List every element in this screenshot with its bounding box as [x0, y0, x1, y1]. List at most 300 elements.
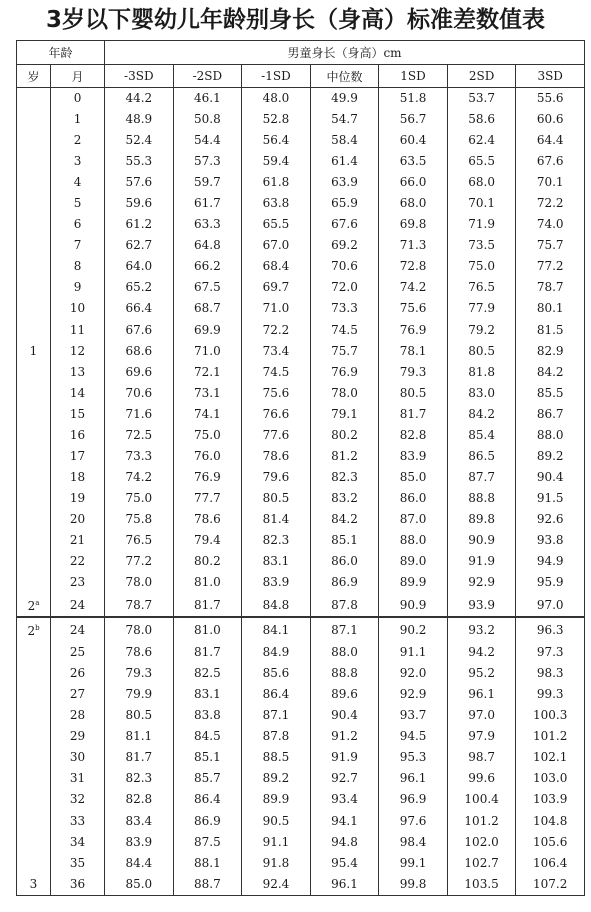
value-cell: 84.5	[173, 726, 242, 747]
value-cell: 89.6	[310, 684, 379, 705]
value-cell: 99.6	[447, 768, 516, 789]
header-year: 岁	[17, 65, 51, 88]
age-year-cell	[17, 130, 51, 151]
age-year-cell	[17, 172, 51, 193]
value-cell: 56.4	[242, 130, 311, 151]
value-cell: 94.2	[447, 642, 516, 663]
value-cell: 100.4	[447, 789, 516, 810]
value-cell: 68.0	[447, 172, 516, 193]
value-cell: 91.5	[516, 488, 585, 509]
value-cell: 99.3	[516, 684, 585, 705]
value-cell: 72.2	[242, 320, 311, 341]
month-cell: 15	[51, 404, 105, 425]
age-year-cell	[17, 705, 51, 726]
month-cell: 23	[51, 572, 105, 593]
age-year-cell	[17, 832, 51, 853]
table-row	[17, 811, 585, 832]
table-row	[17, 853, 585, 874]
value-cell: 79.4	[173, 530, 242, 551]
value-cell: 89.0	[379, 551, 448, 572]
value-cell: 61.8	[242, 172, 311, 193]
value-cell: 69.6	[105, 362, 174, 383]
age-year-cell	[17, 362, 51, 383]
age-year-cell	[17, 446, 51, 467]
value-cell: 91.9	[447, 551, 516, 572]
value-cell: 103.0	[516, 768, 585, 789]
value-cell: 50.8	[173, 109, 242, 130]
value-cell: 54.7	[310, 109, 379, 130]
month-cell: 13	[51, 362, 105, 383]
value-cell: 70.1	[447, 193, 516, 214]
age-year-cell	[17, 789, 51, 810]
table-row	[17, 425, 585, 446]
table-row	[17, 341, 585, 362]
value-cell: 104.8	[516, 811, 585, 832]
value-cell: 83.2	[310, 488, 379, 509]
value-cell: 78.0	[105, 617, 174, 642]
value-cell: 75.6	[242, 383, 311, 404]
value-cell: 74.1	[173, 404, 242, 425]
table-row	[17, 617, 585, 642]
value-cell: 93.4	[310, 789, 379, 810]
value-cell: 77.7	[173, 488, 242, 509]
value-cell: 76.9	[379, 320, 448, 341]
month-cell: 27	[51, 684, 105, 705]
value-cell: 65.2	[105, 277, 174, 298]
table-row	[17, 789, 585, 810]
value-cell: 80.5	[379, 383, 448, 404]
value-cell: 86.9	[173, 811, 242, 832]
age-year-cell	[17, 747, 51, 768]
value-cell: 82.8	[379, 425, 448, 446]
value-cell: 57.3	[173, 151, 242, 172]
value-cell: 86.7	[516, 404, 585, 425]
table-row	[17, 530, 585, 551]
value-cell: 96.9	[379, 789, 448, 810]
month-cell: 26	[51, 663, 105, 684]
value-cell: 83.0	[447, 383, 516, 404]
month-cell: 31	[51, 768, 105, 789]
value-cell: 85.6	[242, 663, 311, 684]
value-cell: 66.2	[173, 256, 242, 277]
value-cell: 60.6	[516, 109, 585, 130]
value-cell: 89.8	[447, 509, 516, 530]
value-cell: 68.6	[105, 341, 174, 362]
header-col-minus2sd: -2SD	[173, 65, 242, 88]
value-cell: 81.8	[447, 362, 516, 383]
value-cell: 91.8	[242, 853, 311, 874]
value-cell: 68.0	[379, 193, 448, 214]
value-cell: 44.2	[105, 88, 174, 110]
value-cell: 84.8	[242, 593, 311, 617]
value-cell: 85.0	[379, 467, 448, 488]
value-cell: 80.5	[105, 705, 174, 726]
value-cell: 65.5	[242, 214, 311, 235]
value-cell: 85.1	[173, 747, 242, 768]
table-row	[17, 488, 585, 509]
value-cell: 83.1	[242, 551, 311, 572]
table-row	[17, 705, 585, 726]
value-cell: 90.4	[310, 705, 379, 726]
value-cell: 59.4	[242, 151, 311, 172]
value-cell: 77.9	[447, 298, 516, 319]
value-cell: 87.1	[242, 705, 311, 726]
value-cell: 67.6	[516, 151, 585, 172]
month-cell: 20	[51, 509, 105, 530]
value-cell: 55.6	[516, 88, 585, 110]
value-cell: 68.7	[173, 298, 242, 319]
table-row	[17, 509, 585, 530]
value-cell: 87.0	[379, 509, 448, 530]
value-cell: 56.7	[379, 109, 448, 130]
value-cell: 90.9	[379, 593, 448, 617]
value-cell: 79.3	[379, 362, 448, 383]
value-cell: 78.0	[310, 383, 379, 404]
month-cell: 14	[51, 383, 105, 404]
table-row	[17, 572, 585, 593]
value-cell: 76.0	[173, 446, 242, 467]
value-cell: 101.2	[516, 726, 585, 747]
table-row	[17, 467, 585, 488]
value-cell: 76.6	[242, 404, 311, 425]
header-col-1sd: 1SD	[379, 65, 448, 88]
value-cell: 79.2	[447, 320, 516, 341]
age-year-cell	[17, 726, 51, 747]
age-year-cell	[17, 235, 51, 256]
month-cell: 12	[51, 341, 105, 362]
value-cell: 75.0	[173, 425, 242, 446]
value-cell: 84.1	[242, 617, 311, 642]
value-cell: 96.1	[379, 768, 448, 789]
value-cell: 82.8	[105, 789, 174, 810]
table-row	[17, 130, 585, 151]
value-cell: 48.9	[105, 109, 174, 130]
age-year-cell	[17, 320, 51, 341]
value-cell: 102.1	[516, 747, 585, 768]
month-cell: 18	[51, 467, 105, 488]
header-age-group: 年龄	[17, 41, 105, 65]
value-cell: 62.4	[447, 130, 516, 151]
value-cell: 64.8	[173, 235, 242, 256]
value-cell: 74.5	[310, 320, 379, 341]
age-year-cell	[17, 572, 51, 593]
value-cell: 81.7	[105, 747, 174, 768]
value-cell: 63.8	[242, 193, 311, 214]
value-cell: 59.7	[173, 172, 242, 193]
value-cell: 94.5	[379, 726, 448, 747]
age-year-cell	[17, 874, 51, 896]
table-row	[17, 298, 585, 319]
value-cell: 95.2	[447, 663, 516, 684]
value-cell: 76.5	[105, 530, 174, 551]
value-cell: 65.9	[310, 193, 379, 214]
value-cell: 94.1	[310, 811, 379, 832]
value-cell: 85.5	[516, 383, 585, 404]
page-title: 3岁以下婴幼儿年龄别身长（身高）标准差数值表	[45, 7, 545, 33]
value-cell: 78.6	[173, 509, 242, 530]
value-cell: 88.8	[310, 663, 379, 684]
value-cell: 78.0	[105, 572, 174, 593]
table-row	[17, 404, 585, 425]
header-col-minus3sd: -3SD	[105, 65, 174, 88]
value-cell: 58.6	[447, 109, 516, 130]
value-cell: 52.4	[105, 130, 174, 151]
value-cell: 82.3	[105, 768, 174, 789]
value-cell: 90.4	[516, 467, 585, 488]
age-year-cell	[17, 109, 51, 130]
value-cell: 66.4	[105, 298, 174, 319]
value-cell: 62.7	[105, 235, 174, 256]
value-cell: 87.7	[447, 467, 516, 488]
value-cell: 83.9	[105, 832, 174, 853]
value-cell: 78.6	[242, 446, 311, 467]
value-cell: 84.4	[105, 853, 174, 874]
value-cell: 85.1	[310, 530, 379, 551]
month-cell: 17	[51, 446, 105, 467]
value-cell: 82.5	[173, 663, 242, 684]
value-cell: 97.0	[516, 593, 585, 617]
value-cell: 90.2	[379, 617, 448, 642]
value-cell: 59.6	[105, 193, 174, 214]
value-cell: 93.7	[379, 705, 448, 726]
value-cell: 73.1	[173, 383, 242, 404]
value-cell: 81.5	[516, 320, 585, 341]
value-cell: 83.4	[105, 811, 174, 832]
value-cell: 55.3	[105, 151, 174, 172]
value-cell: 63.5	[379, 151, 448, 172]
value-cell: 107.2	[516, 874, 585, 896]
value-cell: 86.4	[173, 789, 242, 810]
month-cell: 8	[51, 256, 105, 277]
month-cell: 2	[51, 130, 105, 151]
value-cell: 80.5	[447, 341, 516, 362]
value-cell: 78.7	[105, 593, 174, 617]
value-cell: 48.0	[242, 88, 311, 110]
value-cell: 91.1	[379, 642, 448, 663]
table-body-standing	[17, 617, 585, 895]
value-cell: 74.0	[516, 214, 585, 235]
table-row	[17, 747, 585, 768]
value-cell: 88.1	[173, 853, 242, 874]
header-col-2sd: 2SD	[447, 65, 516, 88]
value-cell: 87.5	[173, 832, 242, 853]
value-cell: 75.0	[447, 256, 516, 277]
value-cell: 85.7	[173, 768, 242, 789]
value-cell: 72.0	[310, 277, 379, 298]
value-cell: 88.8	[447, 488, 516, 509]
month-cell: 3	[51, 151, 105, 172]
value-cell: 94.8	[310, 832, 379, 853]
value-cell: 77.6	[242, 425, 311, 446]
value-cell: 78.1	[379, 341, 448, 362]
value-cell: 91.1	[242, 832, 311, 853]
table-row	[17, 874, 585, 896]
table-row	[17, 109, 585, 130]
value-cell: 93.8	[516, 530, 585, 551]
value-cell: 81.4	[242, 509, 311, 530]
table-wrapper	[16, 40, 584, 896]
value-cell: 57.6	[105, 172, 174, 193]
value-cell: 90.9	[447, 530, 516, 551]
age-footnote-mark: b	[35, 624, 40, 633]
header-month: 月	[51, 65, 105, 88]
value-cell: 106.4	[516, 853, 585, 874]
age-year-cell	[17, 467, 51, 488]
value-cell: 64.0	[105, 256, 174, 277]
value-cell: 101.2	[447, 811, 516, 832]
value-cell: 75.0	[105, 488, 174, 509]
age-year-cell	[17, 277, 51, 298]
value-cell: 72.5	[105, 425, 174, 446]
value-cell: 86.0	[379, 488, 448, 509]
value-cell: 77.2	[516, 256, 585, 277]
age-year-cell	[17, 684, 51, 705]
value-cell: 79.6	[242, 467, 311, 488]
age-year-cell	[17, 214, 51, 235]
value-cell: 96.1	[447, 684, 516, 705]
age-year-cell	[17, 617, 51, 642]
age-year-label: 1	[29, 343, 38, 358]
month-cell: 1	[51, 109, 105, 130]
value-cell: 103.9	[516, 789, 585, 810]
age-year-cell	[17, 341, 51, 362]
age-year-cell	[17, 593, 51, 617]
table-row	[17, 726, 585, 747]
value-cell: 97.9	[447, 726, 516, 747]
age-year-cell	[17, 256, 51, 277]
month-cell: 36	[51, 874, 105, 896]
value-cell: 69.9	[173, 320, 242, 341]
value-cell: 84.2	[516, 362, 585, 383]
age-year-label: 3	[29, 876, 38, 891]
value-cell: 86.9	[310, 572, 379, 593]
value-cell: 83.9	[242, 572, 311, 593]
value-cell: 73.4	[242, 341, 311, 362]
age-year-cell	[17, 853, 51, 874]
value-cell: 102.7	[447, 853, 516, 874]
age-year-cell	[17, 811, 51, 832]
value-cell: 73.3	[105, 446, 174, 467]
table-row	[17, 88, 585, 110]
value-cell: 82.3	[310, 467, 379, 488]
value-cell: 99.1	[379, 853, 448, 874]
value-cell: 84.2	[310, 509, 379, 530]
value-cell: 97.0	[447, 705, 516, 726]
value-cell: 61.7	[173, 193, 242, 214]
value-cell: 92.6	[516, 509, 585, 530]
value-cell: 80.1	[516, 298, 585, 319]
month-cell: 29	[51, 726, 105, 747]
value-cell: 82.9	[516, 341, 585, 362]
table-row	[17, 593, 585, 617]
value-cell: 71.9	[447, 214, 516, 235]
value-cell: 65.5	[447, 151, 516, 172]
value-cell: 90.5	[242, 811, 311, 832]
table-row	[17, 642, 585, 663]
age-year-cell	[17, 383, 51, 404]
height-sd-table	[16, 40, 585, 896]
month-cell: 7	[51, 235, 105, 256]
value-cell: 84.2	[447, 404, 516, 425]
value-cell: 58.4	[310, 130, 379, 151]
month-cell: 10	[51, 298, 105, 319]
value-cell: 63.3	[173, 214, 242, 235]
value-cell: 105.6	[516, 832, 585, 853]
value-cell: 89.2	[242, 768, 311, 789]
table-row	[17, 768, 585, 789]
table-row	[17, 172, 585, 193]
value-cell: 70.6	[310, 256, 379, 277]
value-cell: 97.6	[379, 811, 448, 832]
header-col-median: 中位数	[310, 65, 379, 88]
age-year-cell	[17, 298, 51, 319]
table-row	[17, 235, 585, 256]
value-cell: 80.2	[310, 425, 379, 446]
table-row	[17, 277, 585, 298]
table-row	[17, 256, 585, 277]
value-cell: 88.7	[173, 874, 242, 896]
value-cell: 81.7	[173, 593, 242, 617]
age-year-label: 2	[27, 599, 36, 614]
value-cell: 95.4	[310, 853, 379, 874]
value-cell: 75.6	[379, 298, 448, 319]
value-cell: 71.0	[173, 341, 242, 362]
value-cell: 76.9	[173, 467, 242, 488]
value-cell: 79.3	[105, 663, 174, 684]
age-year-cell	[17, 88, 51, 110]
value-cell: 89.9	[242, 789, 311, 810]
value-cell: 89.9	[379, 572, 448, 593]
value-cell: 69.8	[379, 214, 448, 235]
value-cell: 73.3	[310, 298, 379, 319]
age-year-cell	[17, 425, 51, 446]
month-cell: 6	[51, 214, 105, 235]
value-cell: 92.7	[310, 768, 379, 789]
month-cell: 5	[51, 193, 105, 214]
table-body-lying	[17, 88, 585, 618]
table-row	[17, 832, 585, 853]
value-cell: 86.5	[447, 446, 516, 467]
value-cell: 86.4	[242, 684, 311, 705]
value-cell: 51.8	[379, 88, 448, 110]
value-cell: 94.9	[516, 551, 585, 572]
value-cell: 78.7	[516, 277, 585, 298]
table-row	[17, 193, 585, 214]
value-cell: 95.3	[379, 747, 448, 768]
value-cell: 98.4	[379, 832, 448, 853]
value-cell: 61.4	[310, 151, 379, 172]
value-cell: 54.4	[173, 130, 242, 151]
value-cell: 71.0	[242, 298, 311, 319]
age-year-cell	[17, 488, 51, 509]
month-cell: 19	[51, 488, 105, 509]
month-cell: 34	[51, 832, 105, 853]
value-cell: 80.5	[242, 488, 311, 509]
value-cell: 88.0	[379, 530, 448, 551]
table-row	[17, 320, 585, 341]
value-cell: 86.0	[310, 551, 379, 572]
age-footnote-mark: a	[35, 599, 40, 608]
value-cell: 74.2	[105, 467, 174, 488]
value-cell: 91.9	[310, 747, 379, 768]
value-cell: 73.5	[447, 235, 516, 256]
value-cell: 83.1	[173, 684, 242, 705]
value-cell: 72.2	[516, 193, 585, 214]
value-cell: 53.7	[447, 88, 516, 110]
table-row	[17, 383, 585, 404]
value-cell: 97.3	[516, 642, 585, 663]
table-row	[17, 551, 585, 572]
